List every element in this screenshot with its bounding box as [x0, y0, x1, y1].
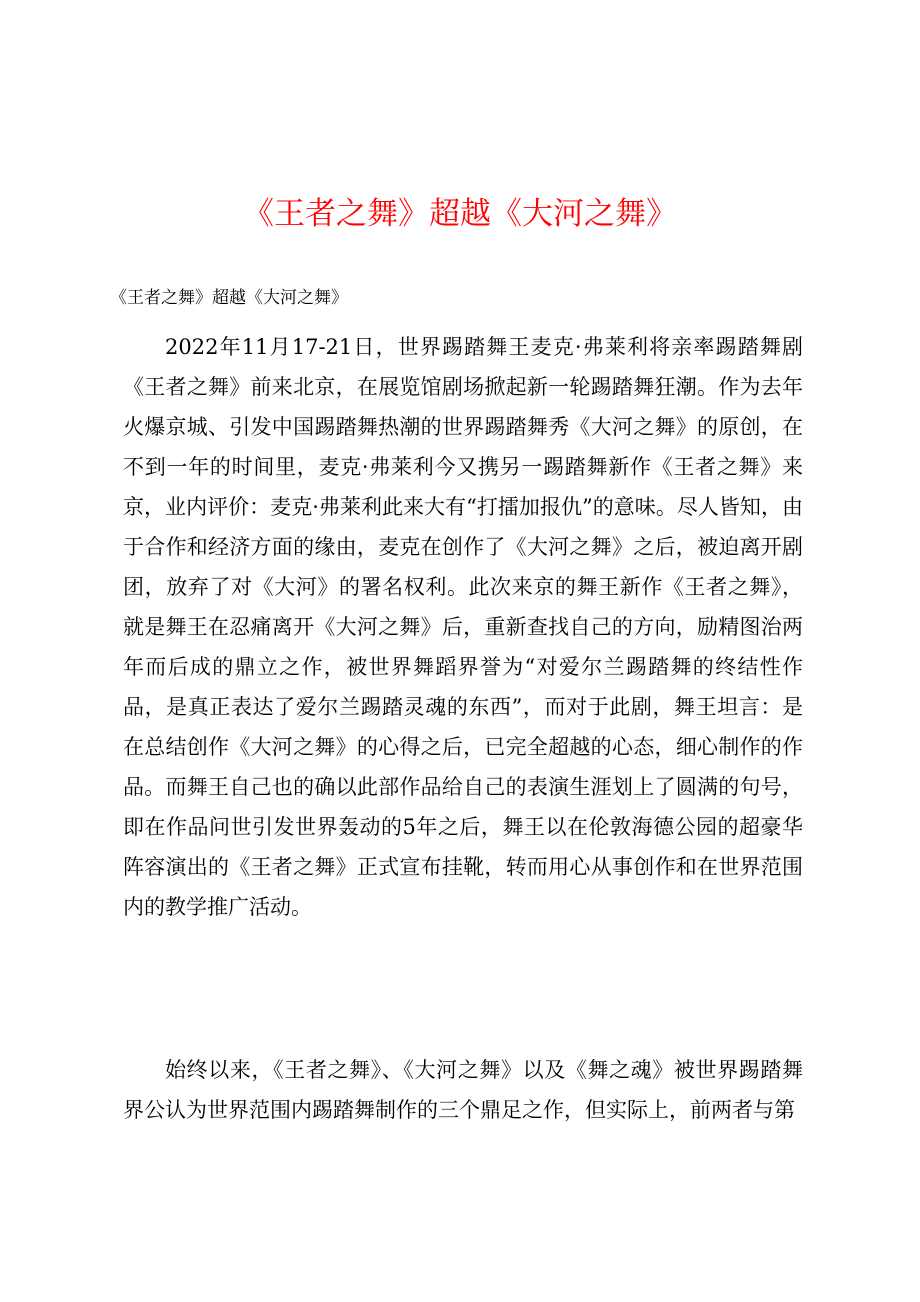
- paragraph-2: 始终以来，《王者之舞》、《大河之舞》以及《舞之魂》被世界踢踏舞界公认为世界范围内踢踏舞制作的三个鼎足之作，但实际上，前两者与第: [123, 1058, 803, 1122]
- document-subtitle: 《王者之舞》超越《大河之舞》: [110, 288, 348, 308]
- document-title: 《王者之舞》超越《大河之舞》: [243, 196, 677, 232]
- paragraph-1: 2022年11月17-21日，世界踢踏舞王麦克·弗莱利将亲率踢踏舞剧《王者之舞》前来北京，在展览馆剧场掀起新一轮踢踏舞狂潮。作为去年火爆京城、引发中国踢踏舞热潮的世界踢踏舞秀《大河之舞》的原创，在不到一年的时间里，麦克·弗莱利今又携另一踢踏舞新作《王者之舞》来京，业内评价：麦克·弗莱利此来大有“打擂加报仇”的意味。尽人皆知，由于合作和经济方面的缘由，麦克在创作了《大河之舞》之后，被迫离开剧团，放弃了对《大河》的署名权利。此次来京的舞王新作《王者之舞》，就是舞王在忍痛离开《大河之舞》后，重新查找自己的方向，励精图治两年而后成的鼎立之作，被世界舞蹈界誉为“对爱尔兰踢踏舞的终结性作品，是真正表达了爱尔兰踢踏灵魂的东西”，而对于此剧，舞王坦言：是在总结创作《大河之舞》的心得之后，已完全超越的心态，细心制作的作品。而舞王自己也的确以此部作品给自己的表演生涯划上了圆满的句号，即在作品问世引发世界轰动的5年之后，舞王以在伦敦海德公园的超豪华阵容演出的《王者之舞》正式宣布挂靴，转而用心从事创作和在世界范围内的教学推广活动。: [123, 335, 803, 919]
